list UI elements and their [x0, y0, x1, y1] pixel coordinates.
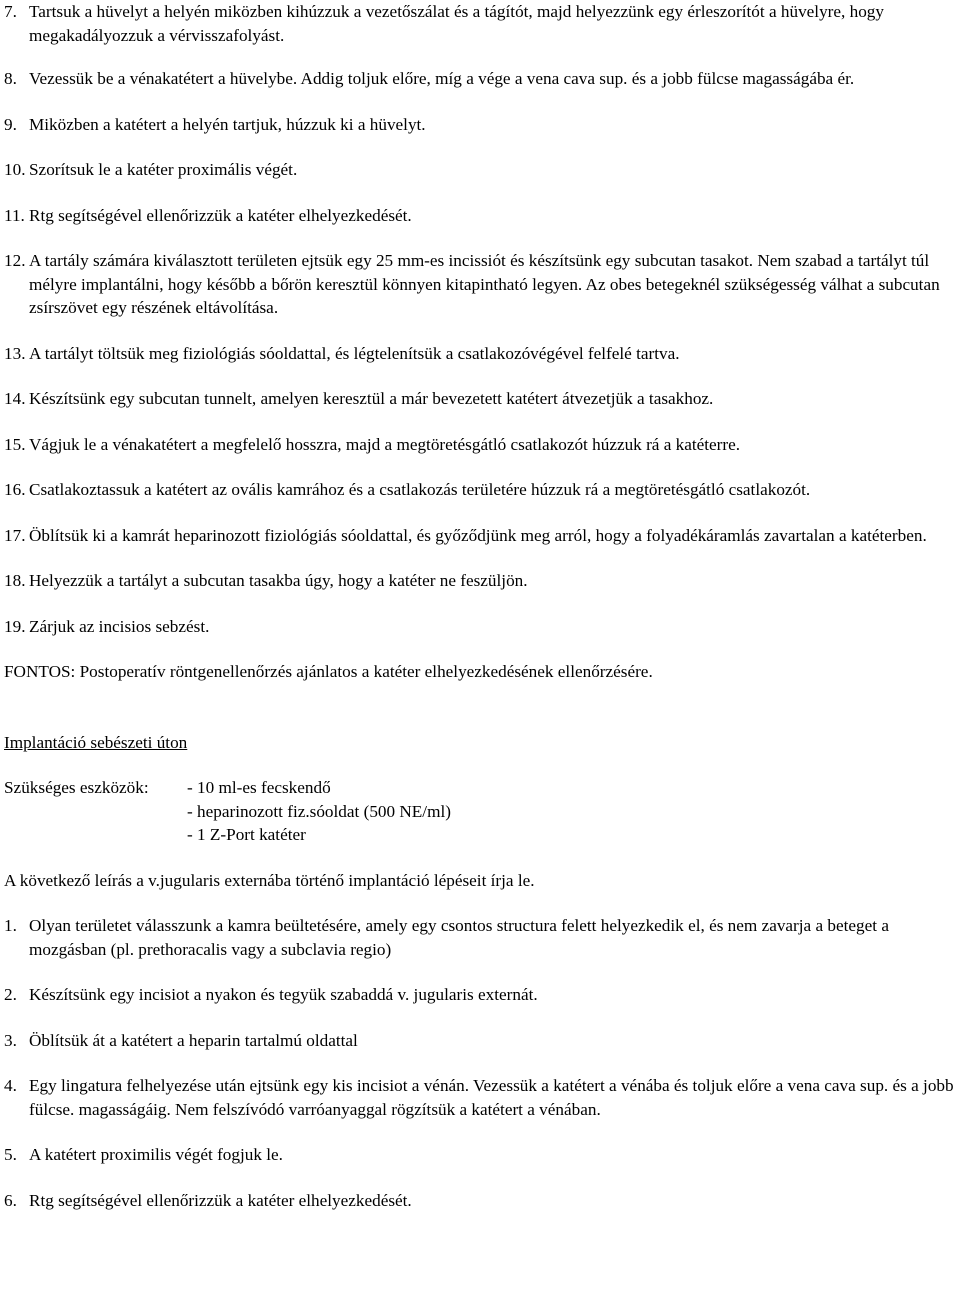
list-item: [4, 1029, 956, 1053]
list-item: [4, 1189, 956, 1213]
list-item: [4, 914, 956, 961]
item-number: 1.: [4, 916, 17, 935]
item-number: 15.: [4, 434, 26, 454]
procedure-steps-continued: [4, 0, 956, 638]
tool-item: - 1 Z-Port katéter: [187, 825, 306, 844]
item-number: 3.: [4, 1030, 17, 1050]
item-text: Miközben a katétert a helyén tartjuk, húzzuk ki a hüvelyt.: [29, 114, 426, 134]
list-item: [4, 387, 956, 411]
surgical-implantation-steps: [4, 914, 956, 1212]
list-item: [4, 204, 956, 228]
item-number: 10.: [4, 160, 26, 179]
item-text: Vezessük be a vénakatétert a hüvelybe. Addig toljuk előre, míg a vége a vena cava sup. és a jobb fülcse magasságába ér.: [29, 69, 855, 88]
item-text: Tartsuk a hüvelyt a helyén miközben kihúzzuk a vezetőszálat és a tágítót, majd helyezzünk egy érleszorítót a hüvelyre, hogy megakadályozzuk a vérvisszafolyást.: [29, 2, 884, 45]
item-number: 13.: [4, 343, 26, 363]
item-number: 4.: [4, 1076, 17, 1095]
item-text: Készítsünk egy subcutan tunnelt, amelyen keresztül a már bevezetett katétert átvezetjük a tasakhoz.: [29, 389, 714, 408]
intro-paragraph: A következő leírás a v.jugularis externába történő implantáció lépéseit írja le.: [4, 870, 535, 890]
item-text: Rtg segítségével ellenőrizzük a katéter elhelyezkedését.: [29, 1190, 412, 1210]
list-item: [4, 433, 956, 457]
item-number: 9.: [4, 114, 17, 134]
list-item: [4, 113, 956, 137]
item-text: A tartály számára kiválasztott területen ejtsük egy 25 mm-es incissiót és készítsünk egy subcutan tasakot. Nem szabad a tartályt túl mélyre implantálni, hogy később a bőrön keresztül könnyen kitapintható legyen. Az obes betegeknél szükségesség válhat a subcutan zsírszövet egy részének eltávolítása.: [29, 251, 940, 317]
item-text: A tartályt töltsük meg fiziológiás sóoldattal, és légtelenítsük a csatlakozóvégével felfelé tartva.: [29, 343, 680, 363]
item-number: 12.: [4, 251, 26, 270]
list-item: [4, 478, 956, 502]
list-item: [4, 524, 956, 548]
list-item: [4, 1143, 956, 1167]
item-number: 11.: [4, 205, 25, 225]
item-text: Egy lingatura felhelyezése után ejtsünk egy kis incisiot a vénán. Vezessük a katétert a vénába és toljuk előre a vena cava sup. és a jobb fülcse. magasságáig. Nem felszívódó varróanyaggal rögzítsük a katétert a vénában.: [29, 1076, 954, 1119]
item-text: Olyan területet válasszunk a kamra beültetésére, amely egy csontos structura felett helyezkedik el, és nem zavarja a beteget a mozgásban (pl. prethoracalis vagy a subclavia regio): [29, 916, 889, 959]
list-item: [4, 1074, 956, 1121]
list-item: [4, 158, 956, 182]
item-number: 6.: [4, 1190, 17, 1210]
tools-label: Szükséges eszközök:: [4, 778, 149, 797]
item-number: 5.: [4, 1145, 17, 1164]
required-tools: [4, 776, 956, 847]
tools-list: [187, 776, 451, 847]
important-note: FONTOS: Postoperatív röntgenellenőrzés ajánlatos a katéter elhelyezkedésének ellenőrzésére.: [4, 662, 653, 681]
item-number: 18.: [4, 571, 26, 590]
item-text: Csatlakoztassuk a katétert az ovális kamrához és a csatlakozás területére húzzuk rá a megtöretésgátló csatlakozót.: [29, 480, 811, 499]
item-number: 17.: [4, 525, 26, 545]
item-number: 2.: [4, 985, 17, 1004]
item-text: Szorítsuk le a katéter proximális végét.: [29, 160, 298, 179]
item-number: 7.: [4, 2, 17, 21]
section-heading: Implantáció sebészeti úton: [4, 732, 188, 752]
item-text: A katétert proximilis végét fogjuk le.: [29, 1145, 283, 1164]
item-text: Rtg segítségével ellenőrizzük a katéter elhelyezkedését.: [29, 205, 412, 225]
item-text: Vágjuk le a vénakatétert a megfelelő hosszra, majd a megtöretésgátló csatlakozót húzzuk rá a katéterre.: [29, 434, 741, 454]
item-text: Öblítsük ki a kamrát heparinozott fiziológiás sóoldattal, és győződjünk meg arról, hogy a folyadékáramlás zavartalan a katéterben.: [29, 525, 927, 545]
document-page: [4, 0, 956, 1212]
list-item: [4, 67, 956, 91]
list-item: [4, 342, 956, 366]
tool-item: - 10 ml-es fecskendő: [187, 778, 331, 797]
item-text: Helyezzük a tartályt a subcutan tasakba úgy, hogy a katéter ne feszüljön.: [29, 571, 528, 590]
list-item: [4, 569, 956, 593]
item-number: 14.: [4, 389, 26, 408]
tool-item: - heparinozott fiz.sóoldat (500 NE/ml): [187, 801, 451, 821]
list-item: [4, 0, 956, 47]
item-text: Zárjuk az incisios sebzést.: [29, 616, 210, 636]
item-text: Öblítsük át a katétert a heparin tartalmú oldattal: [29, 1030, 358, 1050]
item-number: 19.: [4, 616, 26, 636]
list-item: [4, 615, 956, 639]
list-item: [4, 983, 956, 1007]
list-item: [4, 249, 956, 320]
item-text: Készítsünk egy incisiot a nyakon és tegyük szabaddá v. jugularis externát.: [29, 985, 538, 1004]
item-number: 16.: [4, 480, 26, 499]
item-number: 8.: [4, 69, 17, 88]
